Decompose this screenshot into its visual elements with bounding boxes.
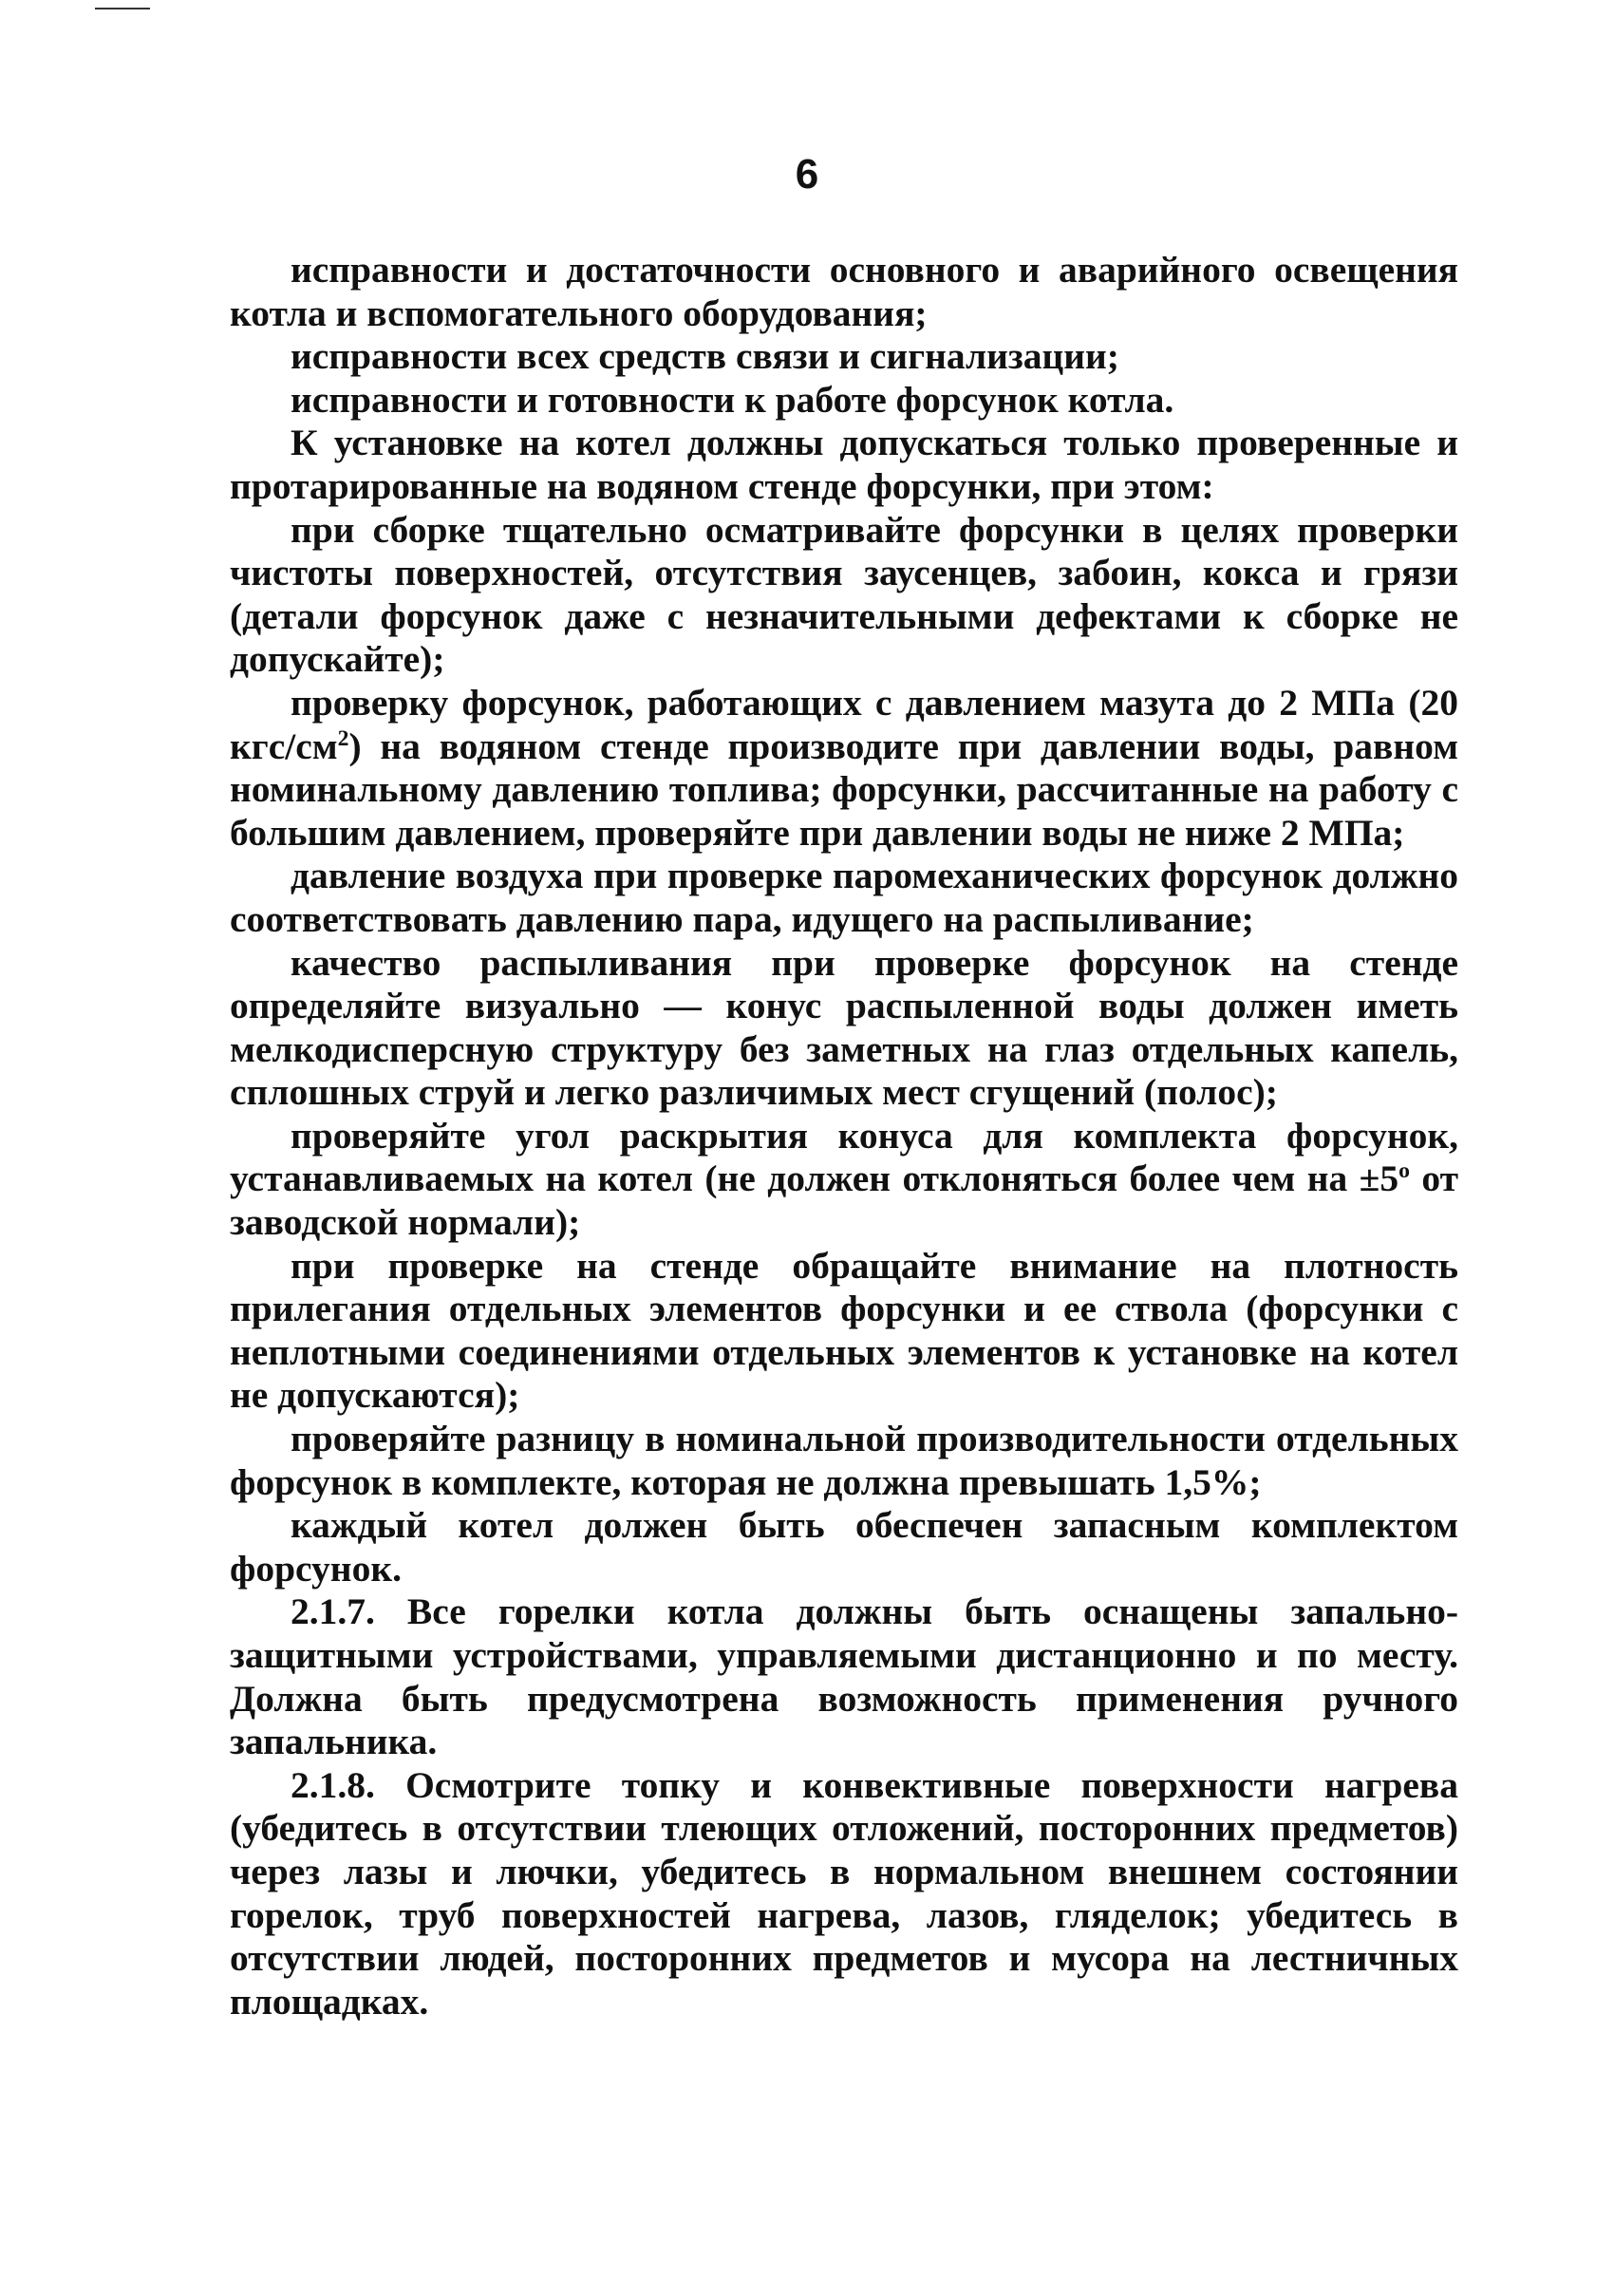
paragraph: качество распыливания при проверке форсунок на стенде определяйте визуально — конус распыленной воды должен иметь мелкодисперсную структуру без заметных на глаз отдельных капель, сплошных струй и легко различимых мест сгущений (полос);	[230, 941, 1458, 1114]
paragraph-text: проверяйте угол раскрытия конуса для комплекта форсунок, устанавливаемых на котел (не должен отклоняться более чем на ±5	[230, 1114, 1458, 1200]
paragraph: 2.1.8. Осмотрите топку и конвективные поверхности нагрева (убедитесь в отсутствии тлеющих отложений, посторонних предметов) через лазы и лючки, убедитесь в нормальном внешнем состоянии горелок, труб поверхностей нагрева, лазов, гляделок; убедитесь в отсутствии людей, посторонних предметов и мусора на лестничных площадках.	[230, 1763, 1458, 2023]
paragraph: каждый котел должен быть обеспечен запасным комплектом форсунок.	[230, 1504, 1458, 1590]
scan-edge-mark	[95, 8, 150, 9]
paragraph-text: ) на водяном стенде производите при давлении воды, равном номинальному давлению топлива; форсунки, рассчитанные на работу с большим давлением, проверяйте при давлении воды не ниже 2 МПа;	[230, 725, 1458, 854]
superscript: о	[1398, 1158, 1410, 1184]
paragraph: давление воздуха при проверке паромеханических форсунок должно соответствовать давлению пара, идущего на распыливание;	[230, 855, 1458, 940]
paragraph-text: проверку форсунок, работающих с давлением мазута до 2 МПа (20 кгс/см	[230, 681, 1458, 767]
paragraph: исправности всех средств связи и сигнализации;	[291, 335, 1119, 378]
paragraph: при сборке тщательно осматривайте форсунки в целях проверки чистоты поверхностей, отсутствия заусенцев, забоин, кокса и грязи (детали форсунок даже с незначительными дефектами к сборке не допускайте);	[230, 508, 1458, 681]
paragraph: проверяйте разницу в номинальной производительности отдельных форсунок в комплекте, которая не должна превышать 1,5%;	[230, 1418, 1458, 1503]
paragraph: исправности и готовности к работе форсунок котла.	[291, 378, 1174, 421]
paragraph	[230, 1115, 1458, 1245]
page-number: 6	[795, 151, 819, 198]
paragraph: при проверке на стенде обращайте внимание на плотность прилегания отдельных элементов форсунки и ее ствола (форсунки с неплотными соединениями отдельных элементов к установке на котел не допускаются);	[230, 1244, 1458, 1417]
paragraph: К установке на котел должны допускаться только проверенные и протарированные на водяном стенде форсунки, при этом:	[230, 422, 1458, 507]
paragraph: 2.1.7. Все горелки котла должны быть оснащены запально-защитными устройствами, управляемыми дистанционно и по месту. Должна быть предусмотрена возможность применения ручного запальника.	[230, 1590, 1458, 1763]
paragraph-text: от заводской нормали);	[230, 1157, 1458, 1244]
superscript: 2	[337, 725, 349, 751]
paragraph	[230, 682, 1458, 855]
paragraph: исправности и достаточности основного и аварийного освещения котла и вспомогательного оборудования;	[230, 249, 1458, 334]
body-text	[230, 249, 1458, 2023]
